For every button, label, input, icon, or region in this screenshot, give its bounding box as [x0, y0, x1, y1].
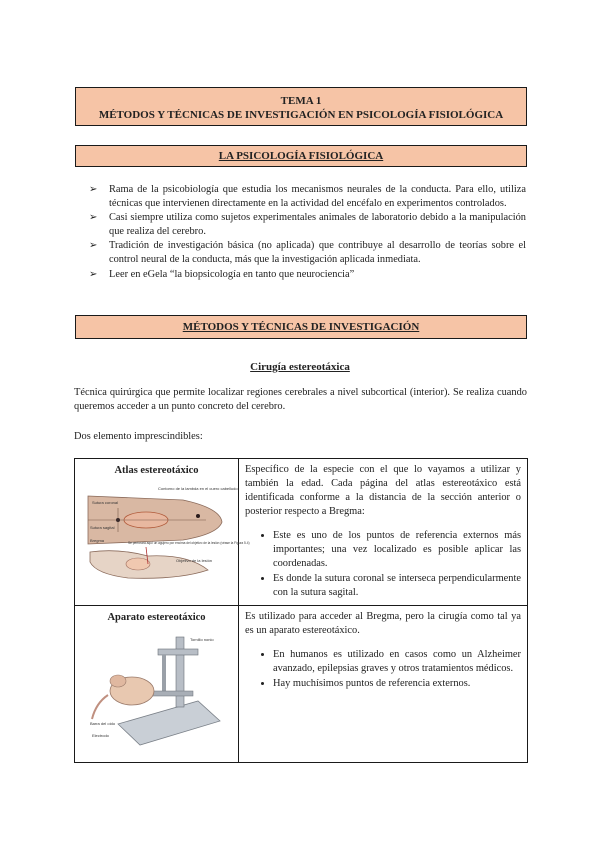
- rat-skull-illustration: [88, 482, 250, 582]
- image-label: Tornillo nonio: [189, 637, 214, 642]
- subsection-title: Cirugía estereotáxica: [250, 361, 350, 373]
- list-item: • Es donde la sutura coronal se interseca perpendicularmente con la sutura sagital.: [273, 572, 521, 600]
- image-label: Objetivo de la lesión: [175, 558, 212, 563]
- title-box: [75, 87, 527, 126]
- body-paragraph: Técnica quirúrgica que permite localizar regiones cerebrales a nivel subcortical (interior). Se realiza cuando queremos acceder a un punto concreto del cerebro.: [74, 387, 527, 412]
- arrow-bullet-icon: ➢: [89, 268, 98, 280]
- cell-title: Atlas estereotáxico: [114, 465, 199, 476]
- list-item: ➢ Leer en eGela “la biopsicología en tanto que neurociencia”: [89, 268, 355, 280]
- list-item: • Este es uno de los puntos de referencia externos más importantes; una vez localizado es posible aplicar las coordenadas.: [273, 529, 521, 571]
- list-item: ➢ Tradición de investigación básica (no aplicada) que contribuye al desarrollo de teorías sobre el control neural de la conducta, más que la investigación aplicada inmediata.: [89, 240, 526, 265]
- list-item: • Hay muchísimos puntos de referencia externos.: [273, 677, 521, 691]
- section-heading-text: LA PSICOLOGÍA FISIOLÓGICA: [218, 150, 384, 162]
- list-item: ➢ Rama de la psicobiología que estudia los mecanismos neurales de la conducta. Para ello, utiliza técnicas que intervienen directamente en la actividad del encéfalo en experimentos controlados.: [89, 184, 526, 209]
- section-heading-metodos: [75, 315, 527, 339]
- image-label: Barra del oído: [89, 721, 115, 726]
- elements-table: [74, 458, 528, 763]
- document-title: MÉTODOS Y TÉCNICAS DE INVESTIGACIÓN EN PSICOLOGÍA FISIOLÓGICA: [98, 109, 504, 121]
- table-cell-left: [75, 606, 239, 763]
- stereotaxic-apparatus-illustration: [88, 629, 226, 747]
- intro-bullet-list: [89, 183, 526, 282]
- table-row: [75, 459, 528, 606]
- section-heading-text: MÉTODOS Y TÉCNICAS DE INVESTIGACIÓN: [182, 321, 420, 333]
- cell-title: Aparato estereotáxico: [107, 612, 206, 623]
- list-item: • En humanos es utilizado en casos como un Alzheimer avanzado, epilepsias graves y otros tratamientos médicos.: [273, 648, 521, 676]
- table-cell-right: [239, 606, 528, 763]
- image-label: Contorno de la lambda en el cuero cabelludo: [157, 486, 238, 491]
- cell-bullet-list: [245, 529, 521, 600]
- tema-label: TEMA 1: [280, 95, 322, 107]
- list-item: ➢ Casi siempre utiliza como sujetos experimentales animales de laboratorio debido a la manipulación que realiza del cerebro.: [89, 212, 526, 237]
- table-cell-right: [239, 459, 528, 606]
- cell-text: Específico de la especie con el que lo vayamos a utilizar y también la edad. Cada página del atlas estereotáxico está identificada conforme a la distancia de la sección anterior o posterior respecto a Bregma:: [245, 464, 521, 517]
- cell-text: Es utilizado para acceder al Bregma, pero la cirugía como tal ya es un aparato estereotáxico.: [245, 611, 521, 636]
- image-label: Sutura sagital: [89, 525, 114, 530]
- arrow-bullet-icon: ➢: [89, 212, 98, 224]
- image-label: Electrodo: [91, 733, 109, 738]
- image-label: Se perforará aquí un agujero por encima del objetivo de la lesión (véase la Figura 5.4): [127, 541, 250, 545]
- table-row: [75, 606, 528, 763]
- arrow-bullet-icon: ➢: [89, 240, 98, 252]
- arrow-bullet-icon: ➢: [89, 184, 98, 195]
- table-intro: Dos elemento imprescindibles:: [74, 431, 203, 442]
- table-cell-left: [75, 459, 250, 606]
- section-heading-psicologia: [75, 145, 527, 167]
- cell-bullet-list: [245, 648, 521, 691]
- image-label: Sutura coronal: [91, 500, 118, 505]
- image-label: Bregma: [89, 538, 104, 543]
